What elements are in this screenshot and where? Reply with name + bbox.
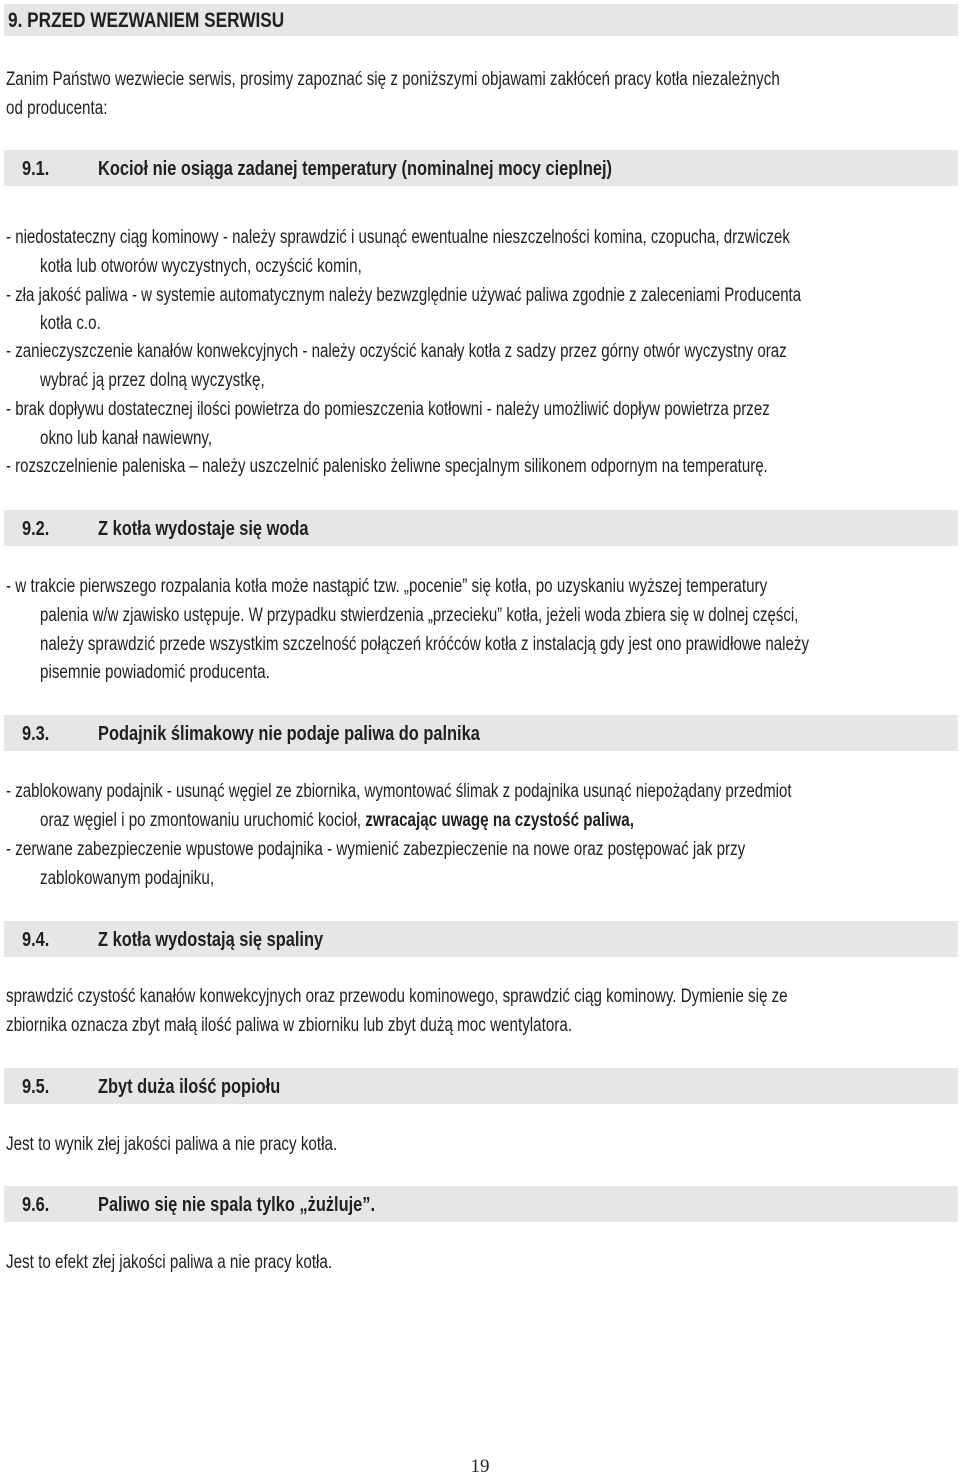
s1-line: kotła c.o.	[40, 313, 101, 334]
section-title: Zbyt duża ilość popiołu	[98, 1076, 281, 1098]
s2-line: należy sprawdzić przede wszystkim szczelność połączeń króćców kotła z instalacją gdy jest ono prawidłowe należy	[40, 634, 810, 655]
s1-line: wybrać ją przez dolną wyczystkę,	[40, 370, 265, 391]
s3-line-text: oraz węgiel i po zmontowaniu uruchomić kocioł,	[40, 810, 362, 831]
main-title: 9. PRZED WEZWANIEM SERWISU	[8, 9, 285, 32]
section-number: 9.6.	[22, 1194, 50, 1216]
section-title: Podajnik ślimakowy nie podaje paliwa do palnika	[98, 723, 480, 745]
s3-line: - zerwane zabezpieczenie wpustowe podajnika - wymienić zabezpieczenie na nowe oraz postępować jak przy	[6, 839, 746, 860]
section-number: 9.4.	[22, 929, 50, 951]
s2-line: palenia w/w zjawisko ustępuje. W przypadku stwierdzenia „przecieku” kotła, jeżeli woda zbiera się w dolnej części,	[40, 605, 799, 626]
section-9-6-header	[4, 1186, 958, 1222]
section-9-2-header	[4, 510, 958, 546]
section-number: 9.5.	[22, 1076, 50, 1098]
s2-line: pisemnie powiadomić producenta.	[40, 662, 270, 683]
s1-line: - zła jakość paliwa - w systemie automatycznym należy bezwzględnie używać paliwa zgodnie z zaleceniami Producenta	[6, 285, 802, 306]
s3-bold-fragment: zwracając uwagę na czystość paliwa,	[361, 810, 634, 831]
s3-line: - zablokowany podajnik - usunąć węgiel ze zbiornika, wymontować ślimak z podajnika usunąć niepożądany przedmiot	[6, 781, 792, 802]
s1-line: - rozszczelnienie paleniska – należy uszczelnić palenisko żeliwne specjalnym silikonem odpornym na temperaturę.	[6, 456, 768, 477]
intro-line-1: Zanim Państwo wezwiecie serwis, prosimy zapoznać się z poniższymi objawami zakłóceń pracy kotła niezależnych	[6, 69, 780, 90]
section-9-4-header	[4, 921, 958, 957]
s1-line: kotła lub otworów wyczystnych, oczyścić komin,	[40, 256, 362, 277]
s1-line: - brak dopływu dostatecznej ilości powietrza do pomieszczenia kotłowni - należy umożliwić dopływ powietrza przez	[6, 399, 770, 420]
s1-line: - niedostateczny ciąg kominowy - należy sprawdzić i usunąć ewentualne nieszczelności komina, czopucha, drzwiczek	[6, 227, 790, 248]
s6-line: Jest to efekt złej jakości paliwa a nie pracy kotła.	[6, 1252, 333, 1273]
section-9-3-header	[4, 715, 958, 751]
s1-line: - zanieczyszczenie kanałów konwekcyjnych - należy oczyścić kanały kotła z sadzy przez górny otwór wyczystny oraz	[6, 341, 787, 362]
section-title: Paliwo się nie spala tylko „żużluje”.	[98, 1194, 376, 1216]
section-9-1-header	[4, 150, 958, 186]
section-title: Z kotła wydostaje się woda	[98, 518, 309, 540]
section-number: 9.1.	[22, 158, 50, 180]
s3-line: zablokowanym podajniku,	[40, 868, 215, 889]
s1-line: okno lub kanał nawiewny,	[40, 428, 213, 449]
s5-line: Jest to wynik złej jakości paliwa a nie pracy kotła.	[6, 1134, 338, 1155]
main-title-band	[4, 4, 958, 36]
s4-line: sprawdzić czystość kanałów konwekcyjnych oraz przewodu kominowego, sprawdzić ciąg kominowy. Dymienie się ze	[6, 986, 788, 1007]
intro-line-2: od producenta:	[6, 98, 108, 119]
s2-line: - w trakcie pierwszego rozpalania kotła może nastąpić tzw. „pocenie” się kotła, po uzyskaniu wyższej temperatury	[6, 576, 768, 597]
section-9-5-header	[4, 1068, 958, 1104]
section-title: Kocioł nie osiąga zadanej temperatury (nominalnej mocy cieplnej)	[98, 158, 612, 180]
s4-line: zbiornika oznacza zbyt małą ilość paliwa w zbiorniku lub zbyt dużą moc wentylatora.	[6, 1015, 573, 1036]
section-number: 9.2.	[22, 518, 50, 540]
page-number: 19	[470, 1456, 490, 1477]
s3-line-with-bold	[40, 810, 634, 832]
section-title: Z kotła wydostają się spaliny	[98, 929, 324, 951]
section-number: 9.3.	[22, 723, 50, 745]
